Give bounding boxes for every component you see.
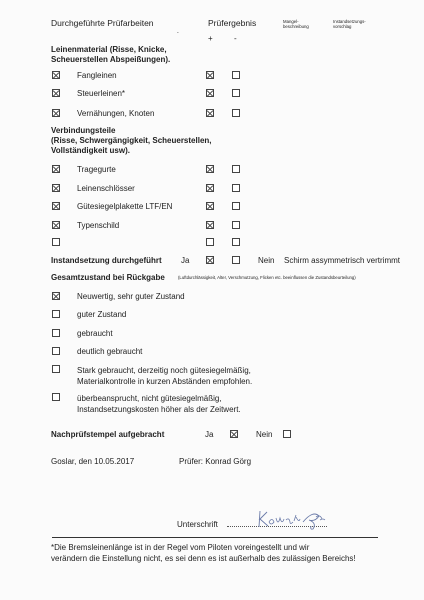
repair-ja-checkbox[interactable] [206,256,214,264]
signature-image [256,508,328,530]
repair-nein-checkbox[interactable] [232,256,240,264]
label-tragegurte: Tragegurte [77,165,116,174]
header-minus: - [234,34,237,43]
label-vernaehungen: Vernähungen, Knoten [77,109,155,118]
header-defect: Mangel- beschreibung [283,19,309,29]
minus-leinenschloesser[interactable] [232,184,240,192]
stamp-nein-label: Nein [256,430,273,439]
stamp-label: Nachprüfstempel aufgebracht [51,430,165,439]
overall-label-ueberbeansprucht: überbeansprucht, nicht gütesiegelmäßig, Instandsetzungskosten höher als der Zeitwert. [77,394,241,414]
header-work: Durchgeführte Prüfarbeiten [51,18,154,28]
plus-typenschild[interactable] [206,221,214,229]
repair-ja-label: Ja [181,256,190,265]
overall-checkbox-neuwertig[interactable] [52,292,60,300]
footer-rule [52,537,378,538]
checkbox-tragegurte[interactable] [52,165,60,173]
overall-label-neuwertig: Neuwertig, sehr guter Zustand [77,292,185,301]
stamp-ja-checkbox[interactable] [230,430,238,438]
checkbox-empty[interactable] [52,238,60,246]
minus-guetesiegel[interactable] [232,202,240,210]
overall-checkbox-deutlich[interactable] [52,347,60,355]
place-date: Goslar, den 10.05.2017 [51,457,135,466]
minus-vernaehungen[interactable] [232,109,240,117]
overall-checkbox-stark[interactable] [52,365,60,373]
overall-checkbox-ueberbeansprucht[interactable] [52,393,60,401]
label-guetesiegel: Gütesiegelplakette LTF/EN [77,202,173,211]
signature-label: Unterschrift [177,520,218,529]
plus-vernaehungen[interactable] [206,109,214,117]
overall-hint: (Luftdurchlässigkeit, Alter, Verschmutzung, Flicken etc. beeinflussen die Zustandsbeurteilung) [178,275,356,280]
minus-steuerleinen[interactable] [232,89,240,97]
minus-empty[interactable] [232,238,240,246]
plus-guetesiegel[interactable] [206,202,214,210]
section-lines-title: Leinenmaterial (Risse, Knicke, Scheuerstellen Abspeißungen). [51,45,171,64]
checkbox-steuerleinen[interactable] [52,89,60,97]
plus-leinenschloesser[interactable] [206,184,214,192]
plus-empty[interactable] [206,238,214,246]
minus-fangleinen[interactable] [232,71,240,79]
checkbox-fangleinen[interactable] [52,71,60,79]
label-fangleinen: Fangleinen [77,71,117,80]
plus-fangleinen[interactable] [206,71,214,79]
label-steuerleinen: Steuerleinen* [77,89,126,98]
checkbox-typenschild[interactable] [52,221,60,229]
overall-checkbox-gut[interactable] [52,310,60,318]
overall-label-gut: guter Zustand [77,310,127,319]
overall-title: Gesamtzustand bei Rückgabe [51,273,165,282]
footer-note: *Die Bremsleinenlänge ist in der Regel vom Piloten voreingestellt und wir verändern die Einstellung nicht, es sei denn es ist außerhalb des zulässigen Bereichs! [51,543,356,563]
repair-note: Schirm assymmetrisch vertrimmt [284,256,401,265]
checkbox-guetesiegel[interactable] [52,202,60,210]
overall-checkbox-gebraucht[interactable] [52,329,60,337]
stamp-ja-label: Ja [205,430,214,439]
section-connectors-title: Verbindungsteile (Risse, Schwergängigkeit, Scheuerstellen, Vollständigkeit usw). [51,126,212,155]
overall-label-deutlich: deutlich gebraucht [77,347,143,356]
header-result: Prüfergebnis [208,18,257,28]
header-plus: + [208,34,213,43]
repair-nein-label: Nein [258,256,275,265]
minus-typenschild[interactable] [232,221,240,229]
header-repair: Instandsetzungs- vorschlag [333,19,366,29]
label-typenschild: Typenschild [77,221,120,230]
plus-steuerleinen[interactable] [206,89,214,97]
plus-tragegurte[interactable] [206,165,214,173]
inspector: Prüfer: Konrad Görg [179,457,252,466]
checkbox-leinenschloesser[interactable] [52,184,60,192]
overall-label-gebraucht: gebraucht [77,329,113,338]
repair-label: Instandsetzung durchgeführt [51,256,162,265]
overall-label-stark: Stark gebraucht, derzeitig noch gütesiegelmäßig, Materialkontrolle in kurzen Abständen empfohlen. [77,366,253,386]
checkbox-vernaehungen[interactable] [52,109,60,117]
label-leinenschloesser: Leinenschlösser [77,184,135,193]
minus-tragegurte[interactable] [232,165,240,173]
stamp-nein-checkbox[interactable] [283,430,291,438]
header-dash: - [177,30,179,36]
